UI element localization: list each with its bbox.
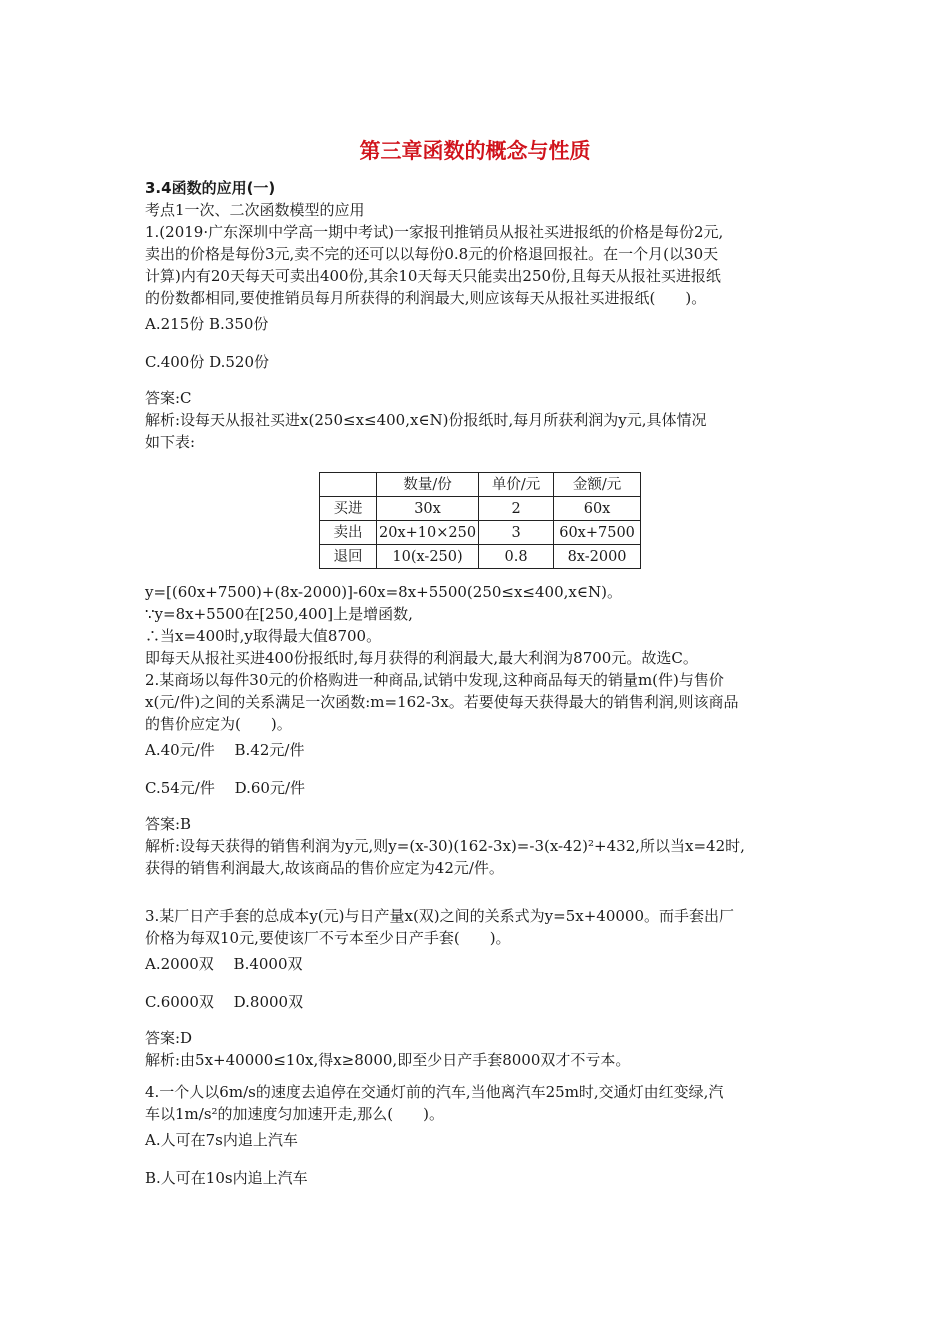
q4-text-line: 4.一个人以6m/s的速度去追停在交通灯前的汽车,当他离汽车25m时,交通灯由红变绿,汽 (145, 1083, 724, 1101)
table-cell: 60x (554, 497, 641, 521)
q4-text-line: 车以1m/s²的加速度匀加速开走,那么( )。 (145, 1105, 445, 1123)
question-2 (145, 669, 805, 879)
q2-options-ab: A.40元/件 B.42元/件 (145, 741, 305, 759)
q1-options-ab: A.215份 B.350份 (145, 315, 269, 333)
chapter-title: 第三章函数的概念与性质 (359, 139, 591, 163)
table-cell: 3 (479, 521, 554, 545)
table-cell: 0.8 (479, 545, 554, 569)
question-3 (145, 905, 805, 1071)
table-cell: 2 (479, 497, 554, 521)
table-row (320, 497, 641, 521)
section-heading: 3.4函数的应用(一) (145, 179, 276, 197)
table-cell: 20x+10×250 (377, 521, 479, 545)
q1-solution-line: 即每天从报社买进400份报纸时,每月获得的利润最大,最大利润为8700元。故选C。 (145, 649, 698, 667)
q4-option-a: A.人可在7s内追上汽车 (145, 1131, 298, 1149)
table-row (320, 545, 641, 569)
table-cell: 单价/元 (479, 473, 554, 497)
q2-text-line: 2.某商场以每件30元的价格购进一种商品,试销中发现,这种商品每天的销量m(件)与售价 (145, 671, 724, 689)
q1-solution-line: y=[(60x+7500)+(8x-2000)]-60x=8x+5500(250≤x≤400,x∈N)。 (145, 583, 622, 601)
q2-analysis: 解析:设每天获得的销售利润为y元,则y=(x-30)(162-3x)=-3(x-42)²+432,所以当x=42时, (145, 837, 745, 855)
table-cell: 30x (377, 497, 479, 521)
table-cell: 卖出 (320, 521, 377, 545)
q1-text-line: 计算)内有20天每天可卖出400份,其余10天每天只能卖出250份,且每天从报社买进报纸 (145, 267, 721, 285)
q1-analysis: 解析:设每天从报社买进x(250≤x≤400,x∈N)份报纸时,每月所获利润为y元,具体情况 (145, 411, 707, 429)
q2-analysis: 获得的销售利润最大,故该商品的售价应定为42元/件。 (145, 859, 504, 877)
q2-text-line: x(元/件)之间的关系满足一次函数:m=162-3x。若要使每天获得最大的销售利润,则该商品 (145, 693, 739, 711)
q3-text-line: 价格为每双10元,要使该厂不亏本至少日产手套( )。 (145, 929, 511, 947)
table-cell: 金额/元 (554, 473, 641, 497)
table-header-row (320, 473, 641, 497)
q1-options-cd: C.400份 D.520份 (145, 353, 269, 371)
q1-solution (145, 581, 805, 669)
q2-answer: 答案:B (145, 815, 192, 833)
q3-options-ab: A.2000双 B.4000双 (145, 955, 303, 973)
topic-heading: 考点1一次、二次函数模型的应用 (145, 201, 365, 219)
q3-answer: 答案:D (145, 1029, 193, 1047)
q3-text-line: 3.某厂日产手套的总成本y(元)与日产量x(双)之间的关系式为y=5x+40000。而手套出厂 (145, 907, 734, 925)
q3-analysis: 解析:由5x+40000≤10x,得x≥8000,即至少日产手套8000双才不亏本。 (145, 1051, 631, 1069)
q1-solution-line: ∵y=8x+5500在[250,400]上是增函数, (145, 605, 413, 623)
table-cell (320, 473, 377, 497)
q4-option-b: B.人可在10s内追上汽车 (145, 1169, 308, 1187)
table-cell: 数量/份 (377, 473, 479, 497)
table-cell: 退回 (320, 545, 377, 569)
q1-answer: 答案:C (145, 389, 192, 407)
q1-table (319, 472, 641, 569)
question-4 (145, 1081, 805, 1189)
question-1 (145, 199, 805, 453)
q1-analysis: 如下表: (145, 433, 196, 451)
table-row (320, 521, 641, 545)
q3-options-cd: C.6000双 D.8000双 (145, 993, 304, 1011)
table-cell: 8x-2000 (554, 545, 641, 569)
table-cell: 10(x-250) (377, 545, 479, 569)
q1-text-line: 1.(2019·广东深圳中学高一期中考试)一家报刊推销员从报社买进报纸的价格是每份2元, (145, 223, 724, 241)
q2-text-line: 的售价应定为( )。 (145, 715, 292, 733)
q1-solution-line: ∴当x=400时,y取得最大值8700。 (145, 627, 382, 645)
q2-options-cd: C.54元/件 D.60元/件 (145, 779, 306, 797)
q1-text-line: 的份数都相同,要使推销员每月所获得的利润最大,则应该每天从报社买进报纸( )。 (145, 289, 707, 307)
table-cell: 买进 (320, 497, 377, 521)
table-cell: 60x+7500 (554, 521, 641, 545)
q1-text-line: 卖出的价格是每份3元,卖不完的还可以以每份0.8元的价格退回报社。在一个月(以30天 (145, 245, 719, 263)
